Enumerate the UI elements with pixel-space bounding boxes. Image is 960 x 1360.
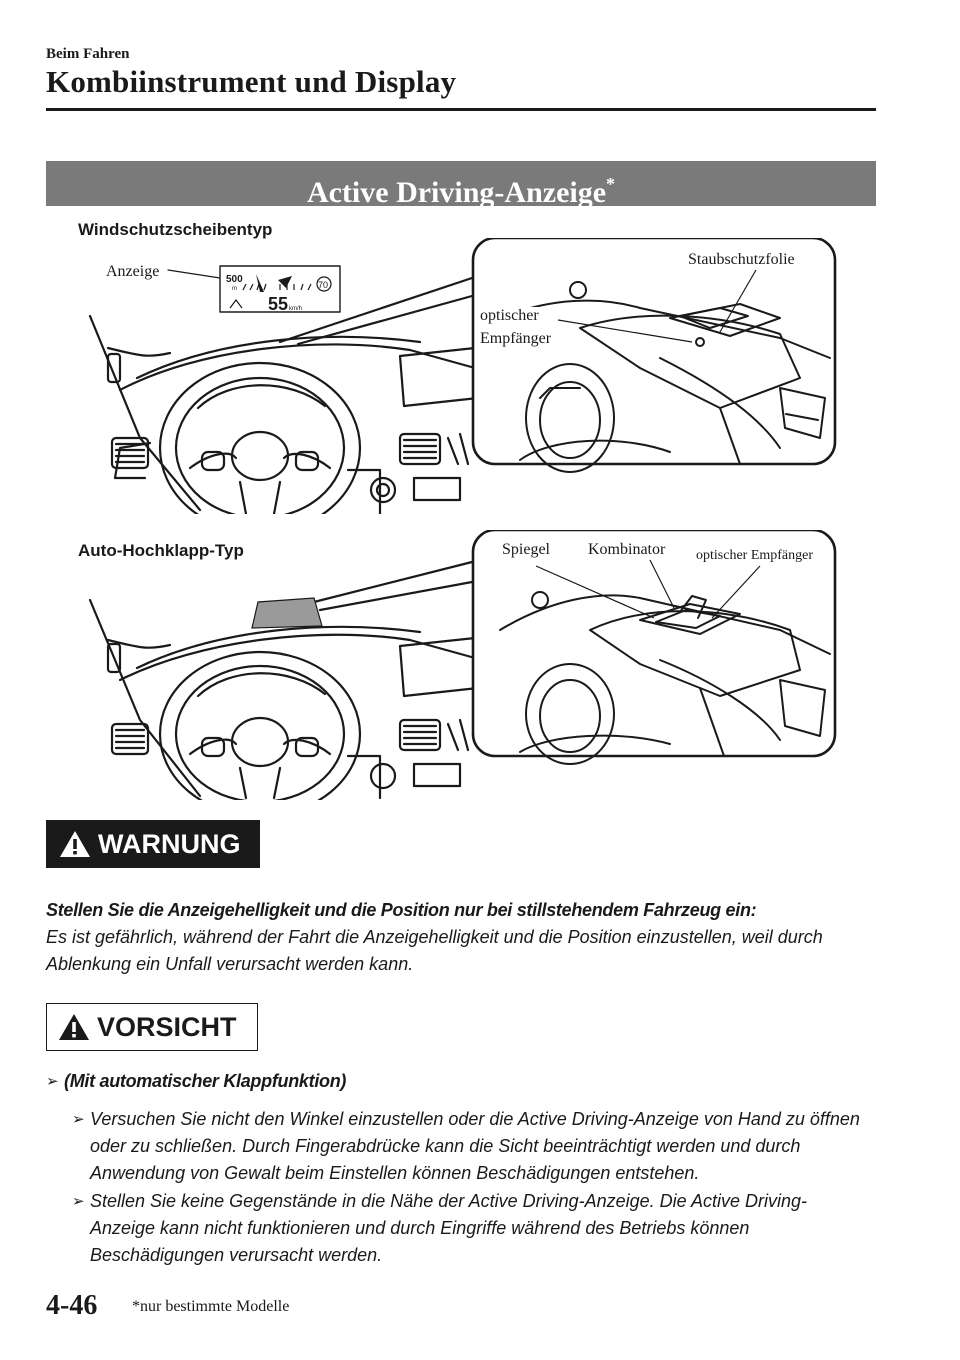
callout-dust-film: Staubschutzfolie: [688, 251, 795, 268]
warning-triangle-icon: [58, 829, 92, 859]
banner-title: Active Driving-Anzeige: [306, 176, 607, 209]
section-banner: [46, 161, 876, 209]
figure1-dashboard-illustration: [80, 238, 880, 514]
callout-combiner: Kombinator: [588, 541, 666, 558]
hud-speed-limit: 70: [318, 280, 329, 290]
banner-footnote-mark: *: [606, 174, 616, 194]
caution-badge-label: VORSICHT: [97, 1011, 237, 1042]
warning-badge-label: WARNUNG: [98, 828, 241, 859]
caution-heading-text: (Mit automatischer Klappfunktion): [64, 1071, 347, 1091]
warning-text: Es ist gefährlich, während der Fahrt die Anzeigehelligkeit und die Position einzustellen, weil durch Ablenkung ein Unfall verursacht werden kann.: [46, 927, 823, 974]
warning-badge: [46, 820, 260, 868]
callout-display: Anzeige: [106, 263, 160, 280]
caution-item-heading: [46, 1068, 876, 1095]
figure2-label: Auto-Hochklapp-Typ: [78, 541, 244, 560]
figure1-label: Windschutzscheibentyp: [78, 220, 273, 239]
footnote: *nur bestimmte Modelle: [132, 1298, 290, 1315]
caution-item: [72, 1188, 862, 1269]
caution-badge: [46, 1003, 258, 1051]
hud-speed: 55: [268, 294, 289, 314]
chapter-title: Kombiinstrument und Display: [46, 64, 457, 99]
caution-item: [72, 1106, 862, 1187]
bullet-arrow-icon: ➢: [72, 1111, 85, 1128]
bullet-arrow-icon: ➢: [72, 1193, 85, 1210]
title-divider: [46, 108, 876, 111]
callout-optical-receiver-1: optischer: [480, 307, 539, 324]
section-label: Beim Fahren: [46, 46, 130, 62]
callout-optical-receiver-2: Empfänger: [480, 330, 552, 347]
hud-speed-unit: km/h: [289, 306, 303, 312]
caution-item-text: Stellen Sie keine Gegenstände in die Nähe der Active Driving-Anzeige. Die Active Driving-Anzeige kann nicht funktionieren und durch Eingriffe während des Betriebs können Beschädigungen verursacht werden.: [90, 1191, 808, 1265]
figure2-dashboard-illustration: [80, 530, 880, 800]
hud-distance: 500: [226, 274, 243, 285]
warning-triangle-icon: [57, 1012, 91, 1042]
page-number: 4-46: [46, 1290, 98, 1321]
bullet-arrow-icon: ➢: [46, 1073, 59, 1090]
warning-heading: Stellen Sie die Anzeigehelligkeit und die Position nur bei stillstehendem Fahrzeug ein:: [46, 900, 757, 920]
caution-item-text: Versuchen Sie nicht den Winkel einzustellen oder die Active Driving-Anzeige von Hand zu öffnen oder zu schließen. Durch Fingerabdrücke kann die Sicht beeinträchtigt werden und durch Anwendung von Gewalt beim Einstellen können Beschädigungen entstehen.: [90, 1109, 860, 1183]
callout-optical-receiver: optischer Empfänger: [696, 548, 814, 563]
callout-mirror: Spiegel: [502, 541, 550, 558]
hud-distance-unit: m: [232, 286, 237, 292]
combiner-shape: [252, 598, 322, 628]
